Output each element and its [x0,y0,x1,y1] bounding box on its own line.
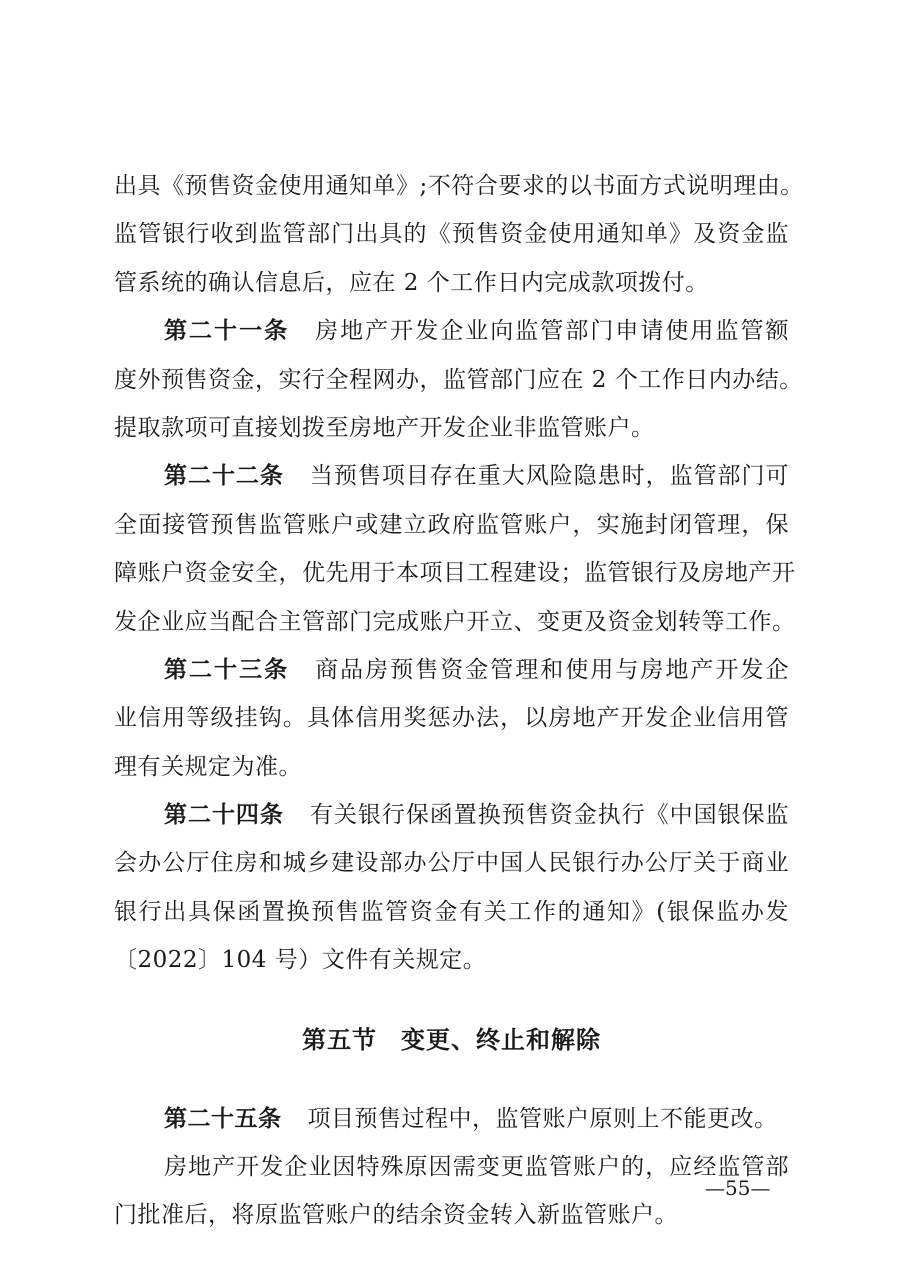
section-number: 第五节 [302,1025,377,1054]
article-25 [114,1095,789,1143]
article-text: 项目预售过程中，监管账户原则上不能更改。 [307,1105,778,1132]
text-line: 门批准后，将原监管账户的结余资金转入新监管账户。 [114,1202,678,1229]
text-line [114,646,789,694]
text-line: 会办公厅住房和城乡建设部办公厅中国人民银行办公厅关于商业 [114,850,789,877]
document-body [114,162,804,1240]
text-line: 房地产开发企业因特殊原因需变更监管账户的，应经监管部 [164,1154,789,1181]
article-number: 第二十一条 [164,318,290,345]
article-text: 有关银行保函置换预售资金执行《中国银保监 [309,802,790,829]
paragraph-continuation [114,162,804,307]
section-heading [114,985,789,1095]
text-line: 〔2022〕104 号）文件有关规定。 [114,947,487,974]
article-number: 第二十二条 [164,463,284,490]
text-line: 银行出具保函置换预售监管资金有关工作的通知》(银保监办发 [114,898,789,925]
article-23 [114,646,789,791]
text-line: 提取款项可直接划拨至房地产开发企业非监管账户。 [114,414,655,441]
text-line [114,791,789,839]
article-number: 第二十五条 [164,1105,282,1132]
text-line [114,452,789,500]
text-line [114,1095,789,1143]
article-number: 第二十四条 [164,802,284,829]
article-22 [114,452,796,646]
page-number: —55— [705,1176,771,1200]
text-line [114,307,789,355]
article-text: 商品房预售资金管理和使用与房地产开发企 [315,656,790,683]
text-line: 障账户资金安全，优先用于本项目工程建设；监管银行及房地产开 [114,560,796,587]
text-line: 监管银行收到监管部门出具的《预售资金使用通知单》及资金监 [114,221,789,248]
text-line: 度外预售资金，实行全程网办，监管部门应在 2 个工作日内办结。 [114,366,803,393]
article-24 [114,791,789,985]
article-number: 第二十三条 [164,656,290,683]
text-line: 全面接管预售监管账户或建立政府监管账户，实施封闭管理，保 [114,511,789,538]
text-line: 理有关规定为准。 [114,753,302,780]
text-line: 业信用等级挂钩。具体信用奖惩办法，以房地产开发企业信用管 [114,705,789,732]
article-21 [114,307,803,452]
article-text: 房地产开发企业向监管部门申请使用监管额 [315,318,790,345]
text-line: 管系统的确认信息后，应在 2 个工作日内完成款项拨付。 [114,269,709,296]
section-title: 变更、终止和解除 [401,1025,601,1054]
text-line: 出具《预售资金使用通知单》;不符合要求的以书面方式说明理由。 [114,173,804,199]
article-text: 当预售项目存在重大风险隐患时，监管部门可 [309,463,790,490]
paragraph-account-change [114,1143,789,1240]
text-line: 发企业应当配合主管部门完成账户开立、变更及资金划转等工作。 [114,608,796,635]
